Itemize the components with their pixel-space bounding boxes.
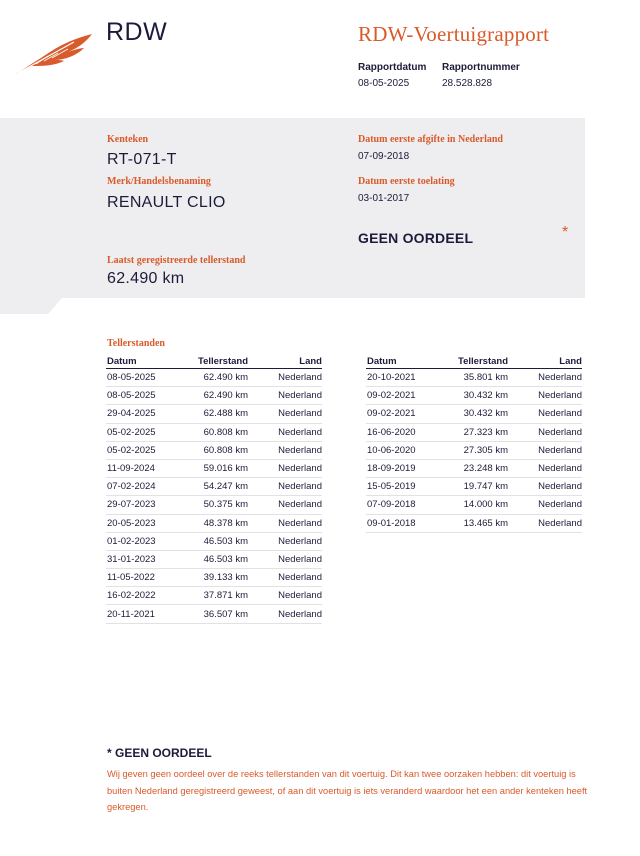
make-value: RENAULT CLIO [107,194,226,211]
reading-odometer: 30.432 km [463,408,508,420]
table-row [106,496,322,514]
reading-date: 08-05-2025 [107,390,156,402]
reading-country: Nederland [278,517,322,529]
reading-odometer: 37.871 km [203,590,248,602]
table-row [106,424,322,442]
table-row [106,478,322,496]
reading-odometer: 27.305 km [463,444,508,456]
table-row [106,369,322,387]
reading-date: 01-02-2023 [107,535,156,547]
reading-odometer: 23.248 km [463,463,508,475]
reading-odometer: 13.465 km [463,517,508,529]
first-issue-nl-label: Datum eerste afgifte in Nederland [358,134,503,145]
reading-odometer: 27.323 km [463,426,508,438]
reading-country: Nederland [278,444,322,456]
reading-country: Nederland [278,608,322,620]
footnote-title: * GEEN OORDEEL [107,746,212,760]
reading-odometer: 60.808 km [203,426,248,438]
reading-odometer: 30.432 km [463,390,508,402]
header-country: Land [559,356,582,367]
table-row [106,587,322,605]
reading-country: Nederland [278,372,322,384]
reading-date: 05-02-2025 [107,426,156,438]
table-row [106,551,322,569]
table-row [106,569,322,587]
table-row [106,460,322,478]
header-odometer: Tellerstand [458,356,508,367]
reading-country: Nederland [278,535,322,547]
table-row [366,478,582,496]
table-row [366,387,582,405]
header-odometer: Tellerstand [198,356,248,367]
reading-odometer: 50.375 km [203,499,248,511]
header-country: Land [299,356,322,367]
reading-odometer: 62.490 km [203,372,248,384]
reading-date: 09-02-2021 [367,408,416,420]
reading-country: Nederland [278,572,322,584]
reading-date: 31-01-2023 [107,553,156,565]
reading-date: 29-04-2025 [107,408,156,420]
reading-odometer: 19.747 km [463,481,508,493]
reading-country: Nederland [278,590,322,602]
reading-country: Nederland [538,390,582,402]
reading-odometer: 14.000 km [463,499,508,511]
brand-name: RDW [106,18,168,46]
reading-date: 10-06-2020 [367,444,416,456]
verdict-asterisk: * [562,224,569,241]
verdict-value: GEEN OORDEEL [358,230,474,246]
reading-date: 20-11-2021 [107,608,155,620]
table-row [366,405,582,423]
first-admission-value: 03-01-2017 [358,193,410,204]
table-header [106,355,322,369]
rdw-feather-logo-icon [14,30,94,76]
reading-date: 20-10-2021 [367,372,416,384]
reading-country: Nederland [538,408,582,420]
readings-table-left [106,355,322,624]
reading-date: 07-02-2024 [107,481,156,493]
reading-date: 29-07-2023 [107,499,156,511]
table-row [106,405,322,423]
reading-odometer: 35.801 km [463,372,508,384]
reading-odometer: 46.503 km [203,553,248,565]
reading-country: Nederland [278,463,322,475]
reading-country: Nederland [538,517,582,529]
table-row [106,387,322,405]
reading-date: 11-09-2024 [107,463,155,475]
reading-odometer: 60.808 km [203,444,248,456]
reading-country: Nederland [538,426,582,438]
header-date: Datum [107,356,137,367]
reading-country: Nederland [278,499,322,511]
table-row [106,442,322,460]
table-row [106,533,322,551]
table-row [106,515,322,533]
readings-title: Tellerstanden [107,338,165,349]
first-issue-nl-value: 07-09-2018 [358,151,410,162]
plate-value: RT-071-T [107,151,177,168]
reading-country: Nederland [278,553,322,565]
table-row [366,369,582,387]
reading-odometer: 54.247 km [203,481,248,493]
reading-odometer: 59.016 km [203,463,248,475]
reading-date: 18-09-2019 [367,463,416,475]
readings-table-right [366,355,582,533]
plate-label: Kenteken [107,134,149,145]
table-row [366,424,582,442]
reading-date: 11-05-2022 [107,572,155,584]
reading-country: Nederland [538,444,582,456]
report-date-label: Rapportdatum [358,62,427,73]
report-number-value: 28.528.828 [442,78,493,89]
reading-country: Nederland [538,463,582,475]
table-header [366,355,582,369]
reading-odometer: 36.507 km [203,608,248,620]
table-row [106,605,322,623]
report-date-block [358,62,426,89]
vehicle-summary-band [0,118,585,298]
first-admission-label: Datum eerste toelating [358,176,455,187]
reading-date: 09-01-2018 [367,517,416,529]
reading-country: Nederland [538,481,582,493]
reading-country: Nederland [538,372,582,384]
report-number-block [442,62,520,89]
reading-country: Nederland [278,426,322,438]
reading-country: Nederland [278,408,322,420]
table-row [366,442,582,460]
reading-date: 15-05-2019 [367,481,416,493]
reading-date: 09-02-2021 [367,390,416,402]
reading-date: 16-06-2020 [367,426,416,438]
reading-date: 07-09-2018 [367,499,416,511]
reading-odometer: 62.488 km [203,408,248,420]
make-label: Merk/Handelsbenaming [107,176,211,187]
footnote-text: Wij geven geen oordeel over de reeks tellerstanden van dit voertuig. Dit kan twee oorzaken hebben: dit voertuig is buiten Nederland geregistreerd geweest, of aan dit voertuig is iets veranderd waardoor het een ander kenteken heeft gekregen. [107,769,588,812]
odometer-value: 62.490 km [107,270,185,287]
band-tail-decoration [0,298,585,314]
reading-country: Nederland [538,499,582,511]
table-row [366,496,582,514]
header-date: Datum [367,356,397,367]
report-date-value: 08-05-2025 [358,78,410,89]
reading-date: 05-02-2025 [107,444,156,456]
reading-date: 08-05-2025 [107,372,156,384]
table-row [366,515,582,533]
reading-odometer: 48.378 km [203,517,248,529]
reading-country: Nederland [278,481,322,493]
reading-odometer: 39.133 km [203,572,248,584]
table-row [366,460,582,478]
reading-date: 20-05-2023 [107,517,156,529]
reading-country: Nederland [278,390,322,402]
report-title: RDW-Voertuigrapport [358,22,550,46]
odometer-label: Laatst geregistreerde tellerstand [107,255,246,266]
report-number-label: Rapportnummer [442,62,520,73]
reading-odometer: 62.490 km [203,390,248,402]
reading-date: 16-02-2022 [107,590,156,602]
reading-odometer: 46.503 km [203,535,248,547]
